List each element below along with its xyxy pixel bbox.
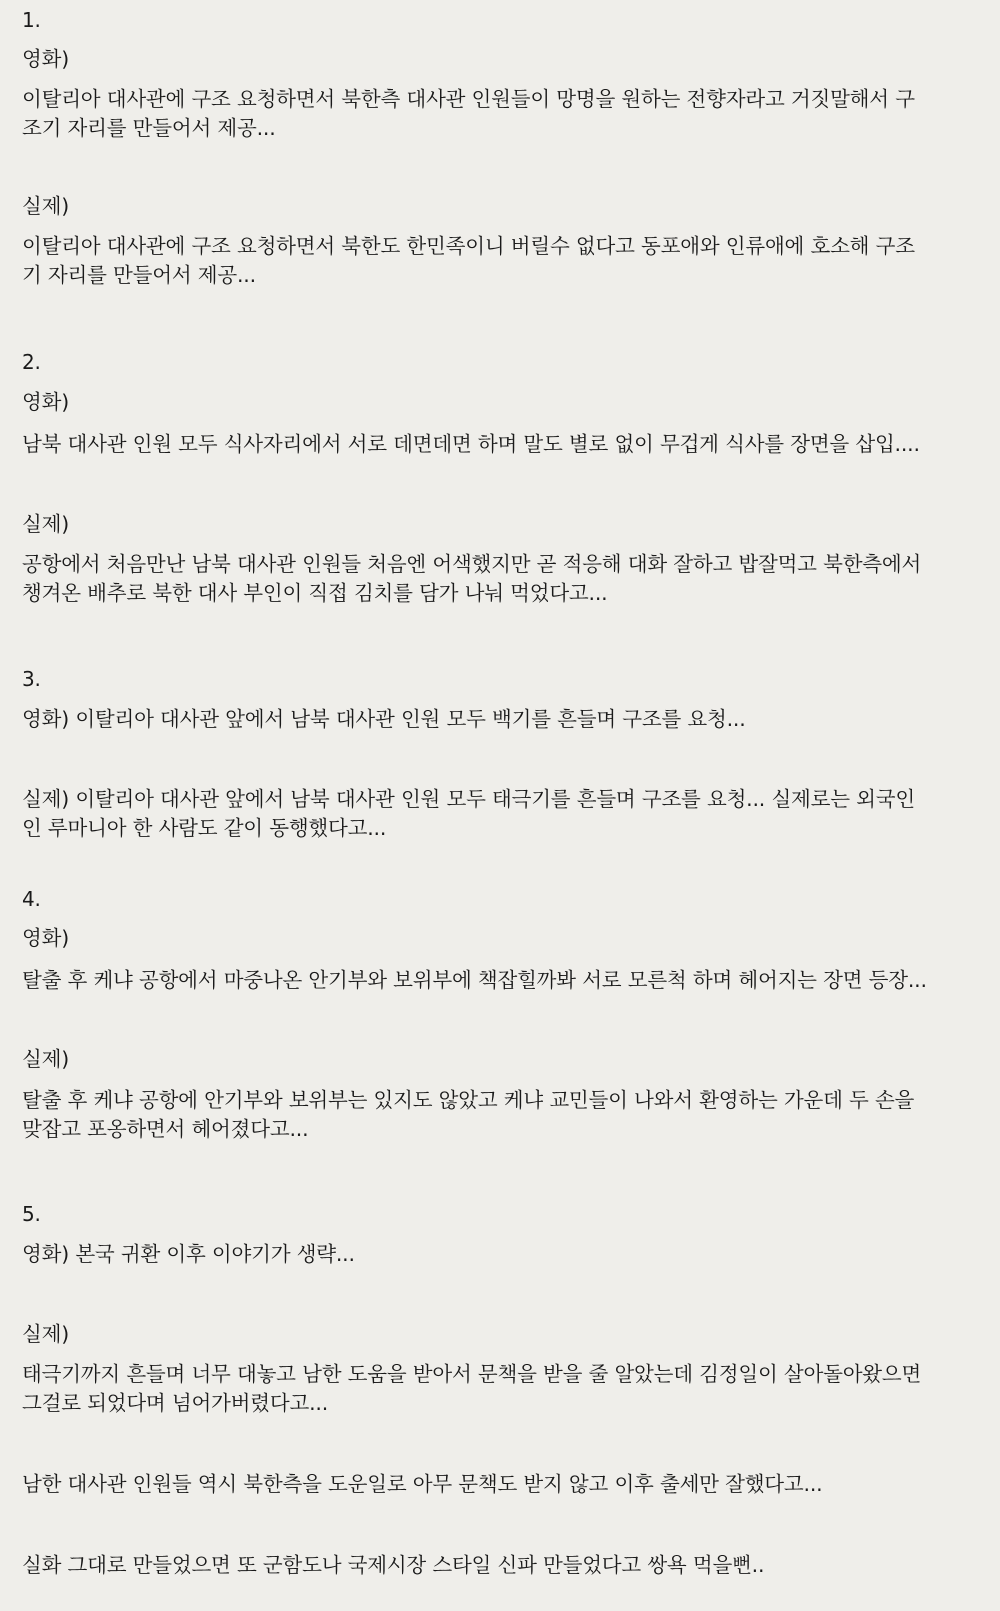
text-line: 영화) 이탈리아 대사관 앞에서 남북 대사관 인원 모두 백기를 흔들며 구조를 요청... [22, 707, 746, 731]
real-label: 실제) [22, 1322, 70, 1346]
section-number: 5. [22, 1202, 41, 1226]
movie-label: 영화) [22, 390, 70, 414]
real-label: 실제) [22, 1047, 70, 1071]
text-line: 조기 자리를 만들어서 제공... [22, 116, 276, 140]
text-line: 공항에서 처음만난 남북 대사관 인원들 처음엔 어색했지만 곧 적응해 대화 잘하고 밥잘먹고 북한측에서 [22, 552, 922, 576]
text-line: 그걸로 되었다며 넘어가버렸다고... [22, 1391, 329, 1415]
text-line: 영화) 본국 귀환 이후 이야기가 생략... [22, 1242, 355, 1266]
real-label: 실제) [22, 512, 70, 536]
real-label: 실제) [22, 194, 70, 218]
text-line: 남한 대사관 인원들 역시 북한측을 도운일로 아무 문책도 받지 않고 이후 출세만 잘했다고... [22, 1472, 823, 1496]
text-line: 인 루마니아 한 사람도 같이 동행했다고... [22, 816, 387, 840]
text-line: 이탈리아 대사관에 구조 요청하면서 북한도 한민족이니 버릴수 없다고 동포애와 인류애에 호소해 구조 [22, 234, 915, 258]
section-number: 2. [22, 350, 41, 374]
text-line: 기 자리를 만들어서 제공... [22, 263, 256, 287]
text-line: 탈출 후 케냐 공항에서 마중나온 안기부와 보위부에 책잡힐까봐 서로 모른척 하며 헤어지는 장면 등장... [22, 968, 927, 992]
movie-label: 영화) [22, 47, 70, 71]
section-number: 4. [22, 887, 41, 911]
text-line: 실화 그대로 만들었으면 또 군함도나 국제시장 스타일 신파 만들었다고 쌍욕 먹을뻔.. [22, 1553, 765, 1577]
text-line: 태극기까지 흔들며 너무 대놓고 남한 도움을 받아서 문책을 받을 줄 알았는데 김정일이 살아돌아왔으면 [22, 1362, 922, 1386]
text-line: 실제) 이탈리아 대사관 앞에서 남북 대사관 인원 모두 태극기를 흔들며 구조를 요청... 실제로는 외국인 [22, 787, 915, 811]
movie-label: 영화) [22, 926, 70, 950]
text-line: 남북 대사관 인원 모두 식사자리에서 서로 데면데면 하며 말도 별로 없이 무겁게 식사를 장면을 삽입.... [22, 432, 920, 456]
text-line: 이탈리아 대사관에 구조 요청하면서 북한측 대사관 인원들이 망명을 원하는 전향자라고 거짓말해서 구 [22, 87, 915, 111]
text-line: 맞잡고 포옹하면서 헤어졌다고... [22, 1117, 309, 1141]
section-number: 3. [22, 667, 41, 691]
text-line: 챙겨온 배추로 북한 대사 부인이 직접 김치를 담가 나눠 먹었다고... [22, 581, 608, 605]
section-number: 1. [22, 8, 41, 32]
text-line: 탈출 후 케냐 공항에 안기부와 보위부는 있지도 않았고 케냐 교민들이 나와서 환영하는 가운데 두 손을 [22, 1088, 915, 1112]
